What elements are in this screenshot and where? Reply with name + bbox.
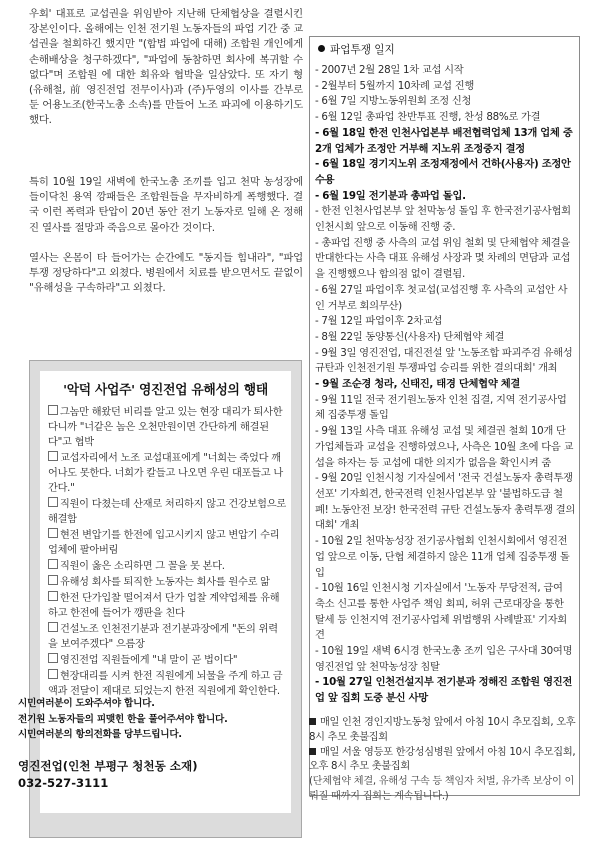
rally-info xyxy=(309,716,580,805)
body-paragraph-3: 열사는 온몸이 타 들어가는 순간에도 "동지들 힘내라", "파업 투쟁 정당하다"고 외쳤다. 병원에서 치료를 받으면서도 끝없이 "유해성을 구속하라"고 외쳤다. xyxy=(29,252,303,295)
checkbox-square-icon xyxy=(48,591,58,601)
checkbox-square-icon xyxy=(48,622,58,632)
timeline-entry: - 6월 18일 한전 인천사업본부 배전협력업체 13개 업체 중 2개 업체가 조정안 거부해 지노위 조정중지 결정 xyxy=(315,126,573,155)
strike-timeline-box xyxy=(309,36,580,796)
checkbox-square-icon xyxy=(48,653,58,663)
checkbox-square-icon xyxy=(48,497,58,507)
timeline-entry: - 9월 11일 전국 전기원노동자 인천 집결, 지역 전기공사업체 집중투쟁 돌입 xyxy=(315,393,567,422)
body-paragraph-1: 우회' 대표로 교섭권을 위임받아 지난해 단체협상을 결렬시킨 장본인이다. 올해에는 인천 전기원 노동자들의 파업 기간 중 교섭권을 철회하긴 했지만 "(합법 파업에 대해) 조합원 개인에게 손해배상을 청구하겠다", "파업에 동참하면 회사에 복귀할 수 없다"며 조합원 에 대한 회유와 협박을 일삼았다. 또 자기 형(유해철, 前 영진전업 전무이사)과 (주)두영의 이사를 간부로 둔 어용노조(한국노총 소속)를 만들어 노조 파괴에 이용하기도 했다. xyxy=(29,8,303,127)
rally-item: 매일 인천 경인지방노동청 앞에서 아침 10시 추모집회, 오후 8시 추모 촛불집회 xyxy=(309,717,576,743)
timeline-entry: - 6월 27일 파업이후 첫교섭(교섭진행 후 사측의 교섭안 사인 거부로 회의무산) xyxy=(315,283,568,312)
misconduct-title: '악덕 사업주' 영진전업 유해성의 행태 xyxy=(63,383,268,398)
timeline-entry: - 10월 16일 인천시청 기자실에서 '노동자 무당전적, 급여 축소 신고를 통한 사업주 책임 회피, 허위 근로대장을 통한 탈세 등 인천지역 전기공사업체 위법행위 사례발표' 기자회견 xyxy=(315,582,567,642)
misconduct-item: 영진전업 직원들에게 "내 말이 곧 법이다" xyxy=(48,653,286,668)
misconduct-item: 직원이 다쳤는데 산재로 처리하지 않고 건강보험으로 해결함 xyxy=(48,499,286,525)
bullet-dot-icon xyxy=(318,45,325,52)
square-bullet-icon xyxy=(309,718,316,725)
timeline-entry: - 9월 13일 사측 대표 유해성 교섭 및 체결권 철회 10개 단가업체들과 교섭을 진행하였으나, 사측은 10월 초에 다음 교섭을 하자는 등 교섭에 대한 의지가 없음을 확인시켜 줌 xyxy=(315,425,574,469)
timeline-entry: - 9월 20일 인천시청 기자실에서 '전국 건설노동자 총력투쟁 선포' 기자회견, 한국전력 인천사업본부 앞 '불법하도급 철폐! 노동안전 보장! 한국전력 규탄 건설노동자 총력투쟁 결의대회' 개최 xyxy=(315,472,575,532)
checkbox-square-icon xyxy=(48,559,58,569)
square-bullet-icon xyxy=(309,748,316,755)
timeline-entry: - 한전 인천사업본부 앞 천막농성 돌입 후 한국전기공사협회 인천시회 앞으로 이동해 진행 중. xyxy=(315,205,571,234)
misconduct-panel xyxy=(40,371,291,813)
misconduct-item: 유해성 회사를 퇴직한 노동자는 회사를 원수로 앎 xyxy=(48,575,286,590)
checkbox-square-icon xyxy=(48,669,58,679)
timeline-entry: - 7월 12일 파업이후 2차교섭 xyxy=(315,315,443,328)
timeline-entry: - 10월 27일 인천건설지부 전기분과 정해진 조합원 영진전업 앞 집회 도중 분신 사망 xyxy=(315,676,573,705)
timeline-entry: - 8월 22일 동양통신(사용자) 단체협약 체결 xyxy=(315,330,505,343)
checkbox-square-icon xyxy=(48,575,58,585)
timeline-entry: - 2007년 2월 28일 1차 교섭 시작 xyxy=(315,64,464,76)
checkbox-square-icon xyxy=(48,451,58,461)
appeal-line: 시민여러분의 항의전화를 당부드립니다. xyxy=(18,729,182,740)
timeline-entry: - 6월 12일 총파업 찬반투표 진행, 찬성 88%로 가결 xyxy=(315,111,541,124)
timeline-entry: - 6월 18일 경기지노위 조정재정에서 건하(사용자) 조정안 수용 xyxy=(315,158,571,186)
timeline-entry: - 10월 19일 새벽 6시경 한국노총 조끼 입은 구사대 30여명 영진전업 앞 천막농성장 침탈 xyxy=(315,645,573,673)
rally-item: 매일 서울 영등포 한강성심병원 앞에서 아침 10시 추모집회, 오후 8시 추모 촛불집회 xyxy=(309,746,576,773)
appeal-line: 시민여러분이 도와주셔야 합니다. xyxy=(18,698,155,709)
timeline-entry: - 총파업 진행 중 사측의 교섭 위임 철회 및 단체협약 체결을 반대한다는 사측 대표 유해성 사장과 몇 차례의 면담과 교섭을 진행했으나 합의점 없이 결렬됨. xyxy=(315,236,571,281)
appeal-line: 전기원 노동자들의 피맺힌 한을 풀어주셔야 합니다. xyxy=(18,713,228,725)
timeline-entry: - 6월 7일 지방노동위원회 조정 신청 xyxy=(315,95,472,108)
company-phone: 032-527-3111 xyxy=(18,776,109,790)
company-name: 영진전업(인천 부평구 청천동 소재) xyxy=(18,759,198,773)
timeline-entry: - 9월 3일 영진전업, 대진전설 앞 '노동조합 파괴주검 유해성 규탄과 인천전기원 투쟁파업 승리를 위한 결의대회' 개최 xyxy=(315,346,573,375)
company-contact xyxy=(18,758,273,792)
timeline-entry: - 10월 2일 천막농성장 전기공사협회 인천시회에서 영진전업 앞으로 이동, 단협 체결하지 않은 11개 업체 집중투쟁 돌입 xyxy=(315,535,570,579)
misconduct-item: 직원이 옳은 소리하면 그 꼴을 못 본다. xyxy=(48,559,286,574)
timeline-entry: - 9월 조순경 청라, 신태진, 태경 단체협약 체결 xyxy=(315,378,521,391)
misconduct-list xyxy=(48,405,286,700)
misconduct-item: 건설노조 인천전기분과 전기분과장에게 "돈의 위력을 보여주겠다" 으름장 xyxy=(48,624,278,650)
misconduct-item: 현전 변압기를 한전에 입고시키지 않고 변압기 수리업체에 팔아버림 xyxy=(48,530,280,556)
body-paragraph-2: 특히 10월 19일 새벽에 한국노총 조끼를 입고 천막 농성장에 들이닥친 용역 깡패들은 조합원들을 무자비하게 폭행했다. 결국 이런 폭력과 탄압이 20년 동안 전기 노동자로 일해 온 정해진 열사를 절망과 죽음으로 몰아간 것이다. xyxy=(29,176,303,234)
misconduct-item: 한전 단가입찰 떨어져서 단가 업찰 계약업체를 유해하고 한전에 들어가 깽판을 친다 xyxy=(48,593,280,619)
timeline-entry: - 6월 19일 전기분과 총파업 돌입. xyxy=(315,189,466,202)
appeal-text xyxy=(18,696,273,743)
misconduct-item: 교섭자리에서 노조 교섭대표에게 "너희는 죽었다 깨어나도 못한다. 너희가 칼들고 나오면 우린 대포들고 나간다." xyxy=(48,453,283,494)
timeline-entry: - 2월부터 5월까지 10차례 교섭 진행 xyxy=(315,79,475,92)
checkbox-square-icon xyxy=(48,528,58,538)
timeline-header: 파업투쟁 일지 xyxy=(318,42,395,57)
misconduct-item: 그놈만 해왔던 비리를 알고 있는 현장 대리가 퇴사한다니까 "너같은 놈은 오천만원이면 간단하게 해결된다"고 협박 xyxy=(48,407,283,448)
rally-note: (단체협약 체결, 유해성 구속 등 책임자 처벌, 유가족 보상이 이뤄질 때까지 집회는 계속됩니다.) xyxy=(309,776,574,802)
misconduct-item: 현장대리를 시켜 한전 직원에게 뇌물을 주게 하고 금액과 전달이 제대로 되었는지 한전 직원에게 확인한다. xyxy=(48,671,283,697)
checkbox-square-icon xyxy=(48,405,58,415)
timeline-list xyxy=(315,63,575,707)
